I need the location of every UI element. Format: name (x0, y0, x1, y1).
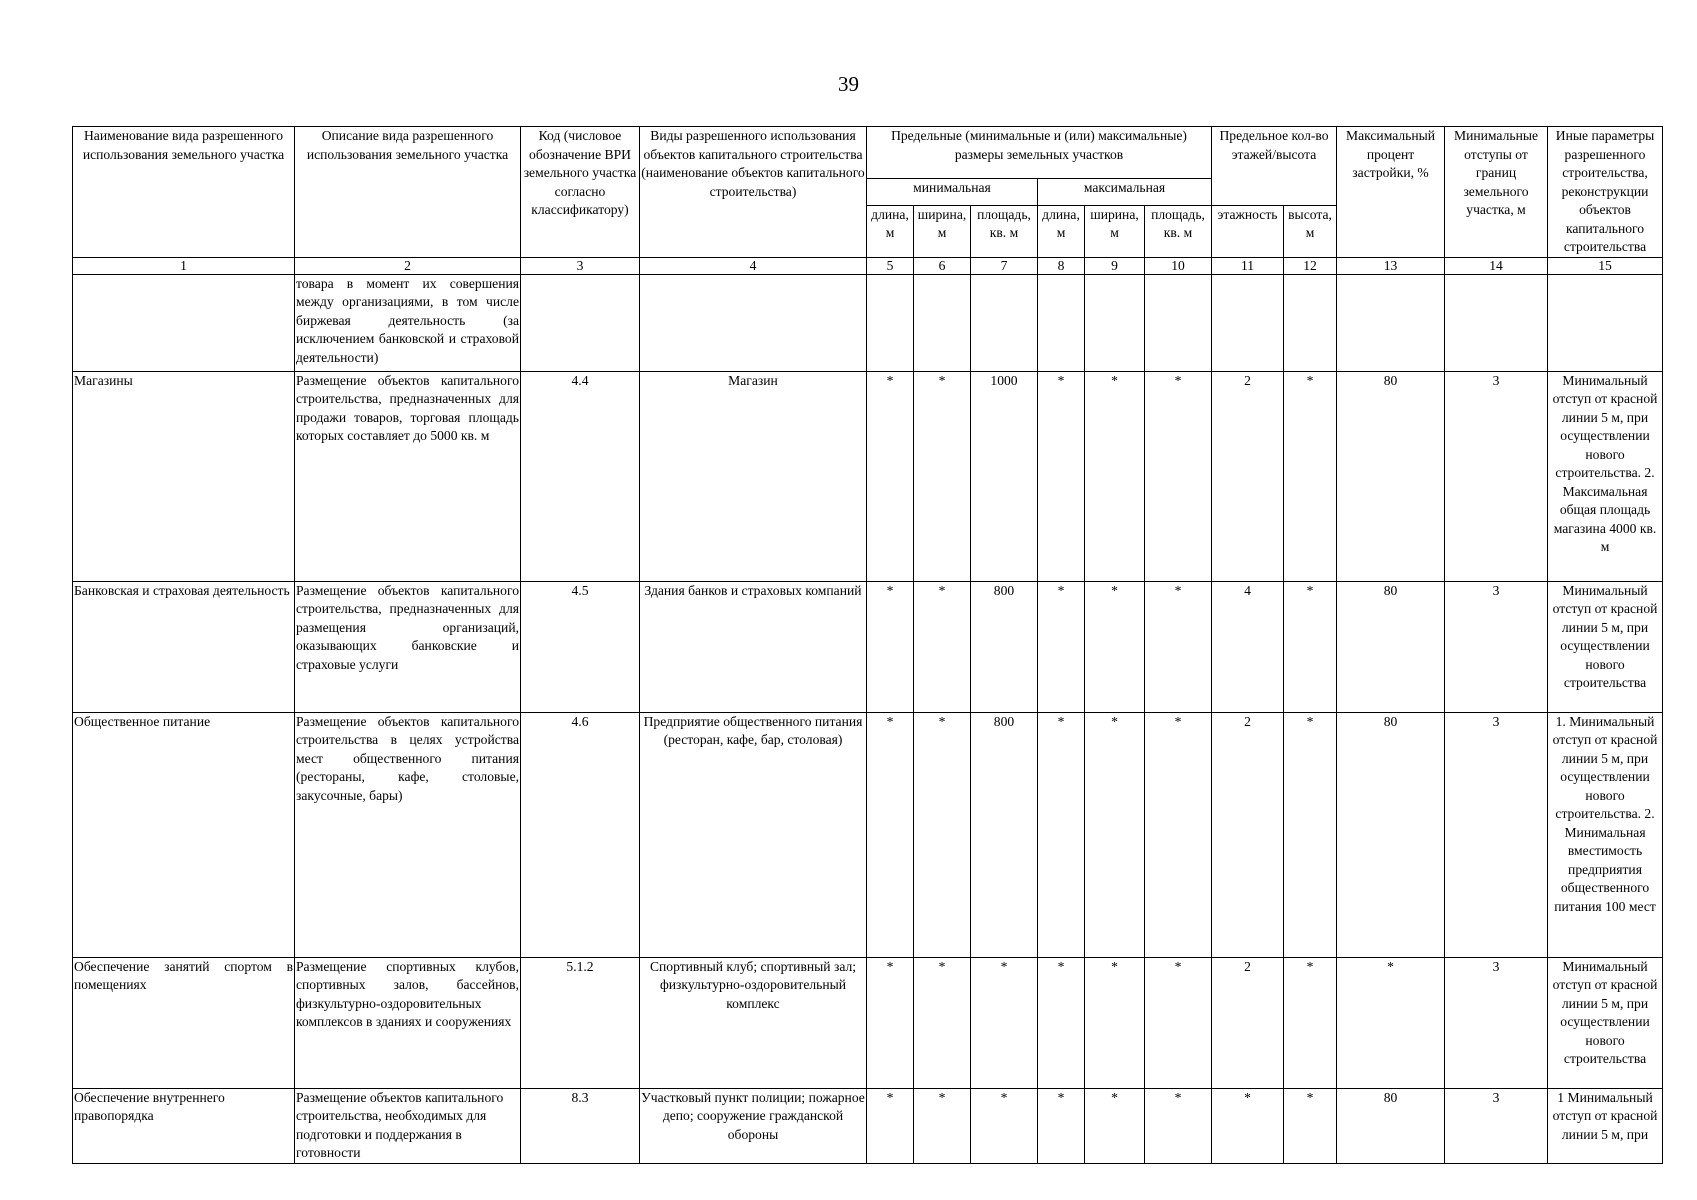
capital-objects-cell: Участковый пункт полиции; пожарное депо; сооружение гражданской обороны (640, 1088, 867, 1163)
use-name-cell: Обеспечение занятий спортом в помещениях (73, 957, 295, 1088)
capital-objects-cell: Предприятие общественного питания (ресторан, кафе, бар, столовая) (640, 712, 867, 957)
column-number: 5 (867, 257, 914, 274)
floors-cell: 4 (1212, 581, 1284, 712)
land-use-table (72, 126, 1663, 1164)
other-params-cell (1548, 274, 1663, 371)
use-description-cell: товара в момент их совершения между организациями, в том числе биржевая деятельность (за исключением банковской и страховой деятельности) (295, 274, 521, 371)
max-width-cell: * (1085, 371, 1145, 581)
capital-objects-cell: Здания банков и страховых компаний (640, 581, 867, 712)
code-cell: 4.5 (521, 581, 640, 712)
use-description-cell: Размещение спортивных клубов, спортивных залов, бассейнов, физкультурно-оздоровительных комплексов в зданиях и сооружениях (295, 957, 521, 1088)
column-number: 11 (1212, 257, 1284, 274)
max-area-cell: * (1145, 712, 1212, 957)
max-percent-cell (1337, 274, 1445, 371)
column-number: 2 (295, 257, 521, 274)
header-other-params: Иные параметры разрешенного строительства, реконструкции объектов капитального строительства (1548, 127, 1663, 258)
height-cell (1284, 274, 1337, 371)
min-length-cell: * (867, 371, 914, 581)
min-offset-cell: 3 (1445, 712, 1548, 957)
header-max-width: ширина, м (1085, 205, 1145, 257)
max-length-cell: * (1038, 371, 1085, 581)
header-min-width: ширина, м (914, 205, 971, 257)
floors-cell: 2 (1212, 712, 1284, 957)
floors-cell: * (1212, 1088, 1284, 1163)
other-params-cell: 1. Минимальный отступ от красной линии 5 м, при осуществлении нового строительства. 2. Минимальная вместимость предприятия общественного питания 100 мест (1548, 712, 1663, 957)
table-row (73, 581, 1663, 712)
min-area-cell: * (971, 957, 1038, 1088)
column-number-row (73, 257, 1663, 274)
header-floors: этажность (1212, 205, 1284, 257)
min-width-cell: * (914, 957, 971, 1088)
capital-objects-cell: Спортивный клуб; спортивный зал; физкультурно-оздоровительный комплекс (640, 957, 867, 1088)
min-area-cell (971, 274, 1038, 371)
max-area-cell: * (1145, 581, 1212, 712)
code-cell: 4.6 (521, 712, 640, 957)
column-number: 1 (73, 257, 295, 274)
header-max-percent: Максимальный процент застройки, % (1337, 127, 1445, 258)
max-length-cell: * (1038, 957, 1085, 1088)
min-width-cell: * (914, 371, 971, 581)
use-name-cell (73, 274, 295, 371)
header-min-length: длина, м (867, 205, 914, 257)
column-number: 8 (1038, 257, 1085, 274)
max-length-cell: * (1038, 581, 1085, 712)
max-length-cell: * (1038, 1088, 1085, 1163)
header-min-group: минимальная (867, 178, 1038, 205)
max-width-cell (1085, 274, 1145, 371)
max-percent-cell: 80 (1337, 581, 1445, 712)
min-area-cell: 800 (971, 581, 1038, 712)
page-number: 39 (838, 72, 859, 96)
header-code: Код (числовое обозначение ВРИ земельного участка согласно классификатору) (521, 127, 640, 258)
header-use-name: Наименование вида разрешенного использования земельного участка (73, 127, 295, 258)
capital-objects-cell: Магазин (640, 371, 867, 581)
height-cell: * (1284, 581, 1337, 712)
other-params-cell: Минимальный отступ от красной линии 5 м, при осуществлении нового строительства (1548, 957, 1663, 1088)
column-number: 3 (521, 257, 640, 274)
code-cell: 8.3 (521, 1088, 640, 1163)
height-cell: * (1284, 712, 1337, 957)
max-area-cell: * (1145, 1088, 1212, 1163)
max-area-cell (1145, 274, 1212, 371)
column-number: 9 (1085, 257, 1145, 274)
column-number: 4 (640, 257, 867, 274)
header-use-description: Описание вида разрешенного использования земельного участка (295, 127, 521, 258)
use-name-cell: Банковская и страховая деятельность (73, 581, 295, 712)
column-number: 10 (1145, 257, 1212, 274)
min-length-cell (867, 274, 914, 371)
table-row (73, 712, 1663, 957)
header-floors-height: Предельное кол-во этажей/высота (1212, 127, 1337, 206)
header-min-offset: Минимальные отступы от границ земельного участка, м (1445, 127, 1548, 258)
min-offset-cell (1445, 274, 1548, 371)
use-description-cell: Размещение объектов капитального строительства, необходимых для подготовки и поддержания в готовности (295, 1088, 521, 1163)
code-cell: 4.4 (521, 371, 640, 581)
header-min-area: площадь, кв. м (971, 205, 1038, 257)
max-percent-cell: 80 (1337, 712, 1445, 957)
min-length-cell: * (867, 581, 914, 712)
min-width-cell: * (914, 712, 971, 957)
column-number: 13 (1337, 257, 1445, 274)
max-width-cell: * (1085, 1088, 1145, 1163)
min-width-cell (914, 274, 971, 371)
max-width-cell: * (1085, 957, 1145, 1088)
column-number: 7 (971, 257, 1038, 274)
max-width-cell: * (1085, 712, 1145, 957)
max-width-cell: * (1085, 581, 1145, 712)
height-cell: * (1284, 1088, 1337, 1163)
max-percent-cell: * (1337, 957, 1445, 1088)
min-width-cell: * (914, 581, 971, 712)
table-row (73, 957, 1663, 1088)
height-cell: * (1284, 371, 1337, 581)
other-params-cell: Минимальный отступ от красной линии 5 м, при осуществлении нового строительства. 2. Максимальная общая площадь магазина 4000 кв. м (1548, 371, 1663, 581)
header-height: высота, м (1284, 205, 1337, 257)
height-cell: * (1284, 957, 1337, 1088)
min-length-cell: * (867, 712, 914, 957)
code-cell: 5.1.2 (521, 957, 640, 1088)
min-width-cell: * (914, 1088, 971, 1163)
table-row (73, 1088, 1663, 1163)
column-number: 12 (1284, 257, 1337, 274)
use-description-cell: Размещение объектов капитального строительства, предназначенных для продажи товаров, торговая площадь которых составляет до 5000 кв. м (295, 371, 521, 581)
floors-cell: 2 (1212, 957, 1284, 1088)
code-cell (521, 274, 640, 371)
other-params-cell: 1 Минимальный отступ от красной линии 5 м, при (1548, 1088, 1663, 1163)
use-name-cell: Магазины (73, 371, 295, 581)
min-area-cell: * (971, 1088, 1038, 1163)
header-max-length: длина, м (1038, 205, 1085, 257)
floors-cell: 2 (1212, 371, 1284, 581)
use-name-cell: Обеспечение внутреннего правопорядка (73, 1088, 295, 1163)
capital-objects-cell (640, 274, 867, 371)
column-number: 15 (1548, 257, 1663, 274)
max-percent-cell: 80 (1337, 1088, 1445, 1163)
header-max-area: площадь, кв. м (1145, 205, 1212, 257)
min-area-cell: 1000 (971, 371, 1038, 581)
max-area-cell: * (1145, 371, 1212, 581)
max-percent-cell: 80 (1337, 371, 1445, 581)
max-length-cell: * (1038, 712, 1085, 957)
min-area-cell: 800 (971, 712, 1038, 957)
min-offset-cell: 3 (1445, 1088, 1548, 1163)
min-length-cell: * (867, 957, 914, 1088)
column-number: 14 (1445, 257, 1548, 274)
header-plot-sizes: Предельные (минимальные и (или) максимальные) размеры земельных участков (867, 127, 1212, 179)
use-name-cell: Общественное питание (73, 712, 295, 957)
min-length-cell: * (867, 1088, 914, 1163)
floors-cell (1212, 274, 1284, 371)
use-description-cell: Размещение объектов капитального строительства, предназначенных для размещения организаций, оказывающих банковские и страховые услуги (295, 581, 521, 712)
max-length-cell (1038, 274, 1085, 371)
header-max-group: максимальная (1038, 178, 1212, 205)
header-capital-objects: Виды разрешенного использования объектов капитального строительства (наименование объектов капитального строительства) (640, 127, 867, 258)
min-offset-cell: 3 (1445, 957, 1548, 1088)
use-description-cell: Размещение объектов капитального строительства в целях устройства мест общественного питания (рестораны, кафе, столовые, закусочные, бары) (295, 712, 521, 957)
column-number: 6 (914, 257, 971, 274)
other-params-cell: Минимальный отступ от красной линии 5 м, при осуществлении нового строительства (1548, 581, 1663, 712)
min-offset-cell: 3 (1445, 581, 1548, 712)
min-offset-cell: 3 (1445, 371, 1548, 581)
table-row (73, 371, 1663, 581)
table-row (73, 274, 1663, 371)
max-area-cell: * (1145, 957, 1212, 1088)
